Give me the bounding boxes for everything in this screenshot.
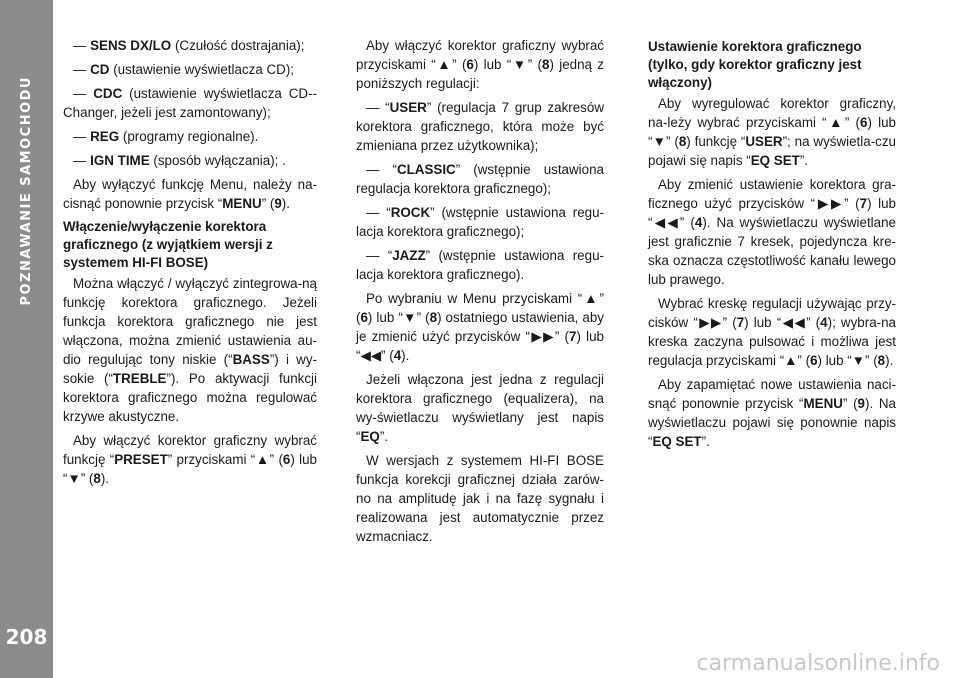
column-2 xyxy=(356,36,604,551)
section-title: POZNAWANIE SAMOCHODU xyxy=(19,76,34,306)
paragraph: Jeżeli włączona jest jedna z regulacji korektora graficznego (equalizera), na wy-świetlaczu wyświetlany jest napis “EQ”. xyxy=(356,372,604,444)
section-heading: Włączenie/wyłączenie korektora graficznego (z wyjątkiem wersji z systemem HI-FI BOSE) xyxy=(63,219,273,270)
list-item: — SENS DX/LO (Czułość dostrajania); xyxy=(73,38,305,53)
paragraph: Aby zapamiętać nowe ustawienia naci-snąć ponownie przycisk “MENU” (9). Na wyświetlaczu pojawi się ponownie napis “EQ SET”. xyxy=(648,377,896,449)
section-sidebar xyxy=(0,0,53,678)
column-1 xyxy=(63,36,317,493)
paragraph: Wybrać kreskę regulacji używając przy-cisków “▶▶” (7) lub “◀◀” (4); wybra-na kreska zaczyna pulsować i możliwa jest regulacja przyciskami “▲” (6) lub “▼” (8). xyxy=(648,296,897,368)
list-item: — REG (programy regionalne). xyxy=(73,129,259,144)
paragraph: Po wybraniu w Menu przyciskami “▲” (6) lub “▼” (8) ostatniego ustawienia, aby je zmienić użyć przycisków “▶▶” (7) lub “◀◀” (4). xyxy=(356,291,604,363)
column-3 xyxy=(648,36,896,456)
watermark: carmanualsonline.info xyxy=(696,651,940,676)
paragraph: W wersjach z systemem HI-FI BOSE funkcja korekcji graficznej działa zarów-no na amplitudę jak i na fazę sygnału i realizowana jest automatycznie przez wzmacniacz. xyxy=(356,453,604,544)
list-item: — CD (ustawienie wyświetlacza CD); xyxy=(73,62,295,77)
paragraph: Aby wyregulować korektor graficzny, na-leży wybrać przyciskami “▲” (6) lub “▼” (8) funkcję “USER”; na wyświetla-czu pojawi się napis “EQ SET”. xyxy=(648,96,896,168)
section-heading: Ustawienie korektora graficznego (tylko, gdy korektor graficzny jest włączony) xyxy=(648,39,862,90)
paragraph: Aby wyłączyć funkcję Menu, należy na-cisnąć ponownie przycisk “MENU” (9). xyxy=(63,177,317,211)
page-number: 208 xyxy=(5,625,48,649)
list-item: — “JAZZ” (wstępnie ustawiona regu-lacja korektora graficznego). xyxy=(356,248,604,282)
list-item: — CDC (ustawienie wyświetlacza CD--Changer, jeżeli jest zamontowany); xyxy=(63,86,317,120)
list-item: — “USER” (regulacja 7 grup zakresów korektora graficznego, która może być zmieniana przez użytkownika); xyxy=(356,100,604,153)
list-item: — “ROCK” (wstępnie ustawiona regu-lacja korektora graficznego); xyxy=(356,205,604,239)
list-item: — “CLASSIC” (wstępnie ustawiona regulacja korektora graficznego); xyxy=(356,162,604,196)
paragraph: Aby zmienić ustawienie korektora gra-ficznego użyć przycisków “▶▶” (7) lub “◀◀” (4). Na wyświetlaczu wyświetlane jest graficznie 7 kresek, pojedyncza kre-ska oznacza częstotliwość kanału lewego lub prawego. xyxy=(648,177,896,287)
paragraph: Aby włączyć korektor graficzny wybrać funkcję “PRESET” przyciskami “▲” (6) lub “▼” (8). xyxy=(63,433,317,486)
list-item: — IGN TIME (sposób wyłączania); . xyxy=(73,153,286,168)
paragraph: Aby włączyć korektor graficzny wybrać przyciskami “▲” (6) lub “▼” (8) jedną z poniższych regulacji: xyxy=(356,38,604,91)
paragraph: Można włączyć / wyłączyć zintegrowa-ną funkcję korektora graficznego. Jeżeli funkcja korektora graficznego nie jest włączona, można zmienić ustawienia au-dio regulując tony niskie (“BASS”) i wy-sokie (“TREBLE”). Po aktywacji funkcji korektora graficznego można regulować krzywe akustyczne. xyxy=(63,276,317,424)
